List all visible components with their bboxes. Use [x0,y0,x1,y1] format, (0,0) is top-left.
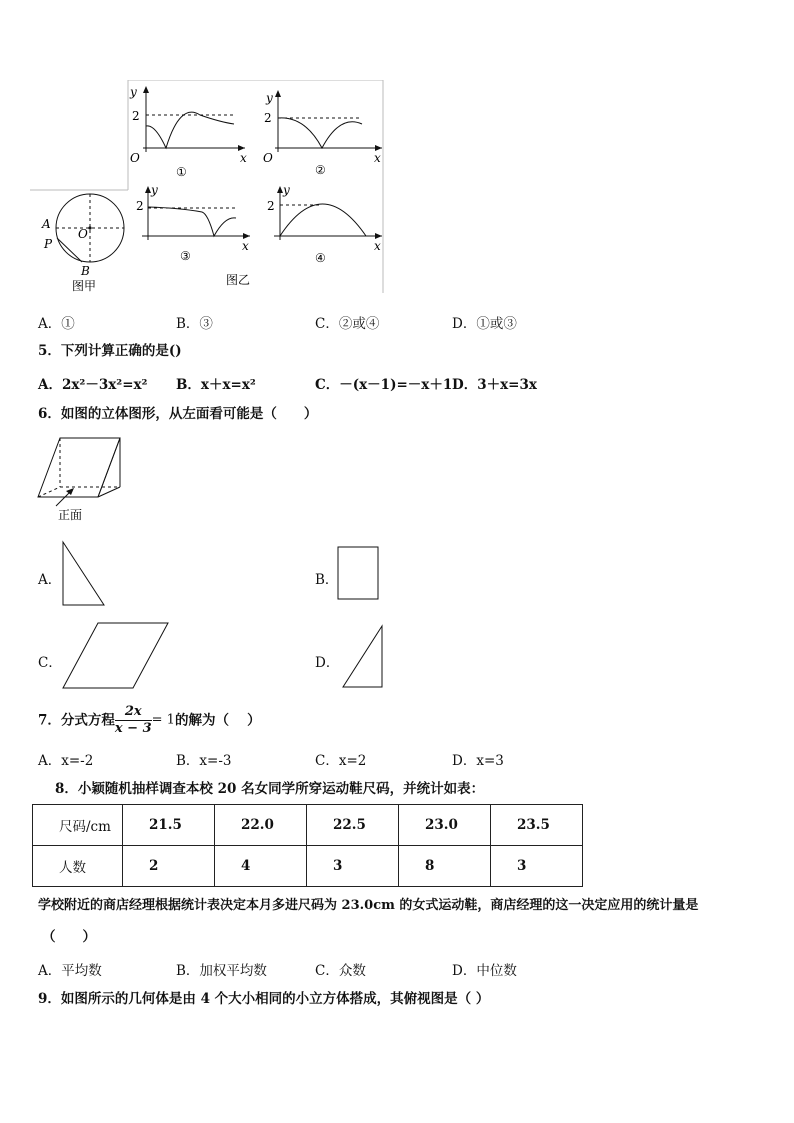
graph-1-origin: O [130,151,140,165]
table-cell: 2 [123,846,215,887]
option-letter: D． [452,377,478,393]
q8-followup: 学校附近的商店经理根据统计表决定本月多进尺码为 23.0cm 的女式运动鞋，商店经理的这一决定应用的统计量是 [38,898,699,913]
q7-option-a[interactable] [38,749,93,769]
q9-stem: 9．如图所示的几何体是由 4 个大小相同的小立方体搭成，其俯视图是（ ） [38,991,490,1007]
option-text: －(x－1)=－x＋1 [339,377,453,393]
graph-3-x-label: x [242,239,249,253]
graph-3-tick-2: 2 [136,199,144,213]
table-cell: 22.0 [215,805,307,846]
table-cell: 22.5 [307,805,399,846]
q7-numerator: 2x [115,704,152,721]
q6-option-b-shape[interactable] [336,545,382,603]
graph-1-y-label: y [130,85,137,99]
table-header-count: 人数 [33,846,123,887]
q6-option-d[interactable] [315,651,339,671]
option-text: ①或③ [476,316,517,332]
q7-fraction [115,704,152,737]
q7-equals: = 1 [151,712,175,728]
option-letter: D． [315,655,340,671]
q8-option-b[interactable] [176,959,267,979]
graph-2-x-label: x [374,151,381,165]
q7-suffix: 的解为（ ） [174,712,261,729]
graph-3 [136,183,250,263]
graph-4-y-label: y [283,183,290,197]
option-letter: B． [176,753,200,769]
option-text: ②或④ [338,316,380,332]
circle-label-a: A [42,217,51,231]
q7-denominator: x − 3 [114,721,152,736]
option-letter: A． [38,377,62,393]
graph-4 [267,183,382,265]
graph-3-number: ③ [180,249,191,263]
q6-option-a[interactable] [38,568,61,588]
table-cell: 3 [491,846,583,887]
graph-1-tick-2: 2 [132,109,140,123]
option-text: x=-2 [61,753,94,769]
option-letter: A． [38,572,62,588]
option-letter: A． [38,753,62,769]
graph-1-x-label: x [240,151,247,165]
option-text: 众数 [338,963,366,979]
option-text: ① [61,316,75,332]
graph-2-number: ② [315,163,326,177]
option-letter: B． [315,572,339,588]
q5-option-b[interactable] [176,373,256,393]
option-letter: B． [176,963,200,979]
option-letter: C． [315,963,339,979]
table-row-sizes [33,805,583,846]
option-text: x=3 [476,753,504,769]
q6-option-d-shape[interactable] [340,624,386,690]
q4-option-d[interactable] [452,312,517,332]
q6-option-b[interactable] [315,568,338,588]
q7-stem [38,704,261,737]
q5-stem: 5．下列计算正确的是() [38,343,182,359]
option-letter: B． [176,377,201,393]
option-text: x=-3 [199,753,232,769]
q5-option-c[interactable] [315,373,452,393]
table-row-counts [33,846,583,887]
table-cell: 8 [399,846,491,887]
graph-3-y-label: y [151,183,158,197]
graph-2-y-label: y [266,91,273,105]
q7-option-c[interactable] [315,749,366,769]
option-letter: D． [452,753,477,769]
q6-option-a-shape[interactable] [60,540,108,608]
q6-option-c-shape[interactable] [60,620,172,692]
option-text: ③ [199,316,213,332]
table-header-size: 尺码/cm [33,805,123,846]
graph-2-origin: O [263,151,273,165]
table-cell: 4 [215,846,307,887]
graph-4-number: ④ [315,251,326,265]
option-letter: C． [315,377,340,393]
option-letter: C． [38,655,62,671]
option-text: 中位数 [476,963,517,979]
q8-option-d[interactable] [452,959,517,979]
graph-4-tick-2: 2 [267,199,275,213]
option-letter: C． [315,753,339,769]
table-cell: 3 [307,846,399,887]
q5-option-d[interactable] [452,373,537,393]
q7-option-b[interactable] [176,749,232,769]
option-text: 加权平均数 [199,963,267,979]
option-letter: A． [38,963,62,979]
caption-figure-b: 图乙 [226,273,251,287]
q7-option-d[interactable] [452,749,504,769]
option-text: 3＋x=3x [477,377,537,393]
q8-option-c[interactable] [315,959,366,979]
q4-figure [30,80,390,295]
q5-option-a[interactable] [38,373,147,393]
q6-stem: 6．如图的立体图形，从左面看可能是（ ） [38,406,318,422]
option-text: x=2 [338,753,367,769]
table-cell: 23.0 [399,805,491,846]
graph-2-tick-2: 2 [264,111,272,125]
q8-option-a[interactable] [38,959,102,979]
q4-option-b[interactable] [176,312,213,332]
q4-option-c[interactable] [315,312,379,332]
q6-solid-figure [34,432,130,524]
option-letter: C． [315,316,339,332]
option-letter: D． [452,963,477,979]
option-letter: A． [38,316,62,332]
q7-prefix: 7．分式方程 [38,712,115,729]
caption-figure-a: 图甲 [72,279,97,293]
shoe-size-table [32,804,583,887]
q8-answer-paren: （ ） [42,929,96,945]
circle-figure [41,194,124,293]
circle-label-o: O [78,227,88,241]
circle-label-b: B [81,264,90,278]
graph-4-x-label: x [374,239,381,253]
option-letter: D． [452,316,477,332]
circle-label-p: P [44,237,53,251]
graph-2 [263,90,382,177]
q4-option-a[interactable] [38,312,75,332]
option-text: x＋x=x² [200,377,256,393]
table-cell: 21.5 [123,805,215,846]
front-view-label: 正面 [58,508,83,522]
q6-option-c[interactable] [38,651,62,671]
graph-1-number: ① [176,165,187,179]
graph-1 [129,85,247,179]
q8-stem: 8．小颖随机抽样调查本校 20 名女同学所穿运动鞋尺码，并统计如表： [55,781,485,797]
option-text: 平均数 [61,963,102,979]
option-text: 2x²－3x²=x² [61,377,148,393]
table-cell: 23.5 [491,805,583,846]
option-letter: B． [176,316,200,332]
